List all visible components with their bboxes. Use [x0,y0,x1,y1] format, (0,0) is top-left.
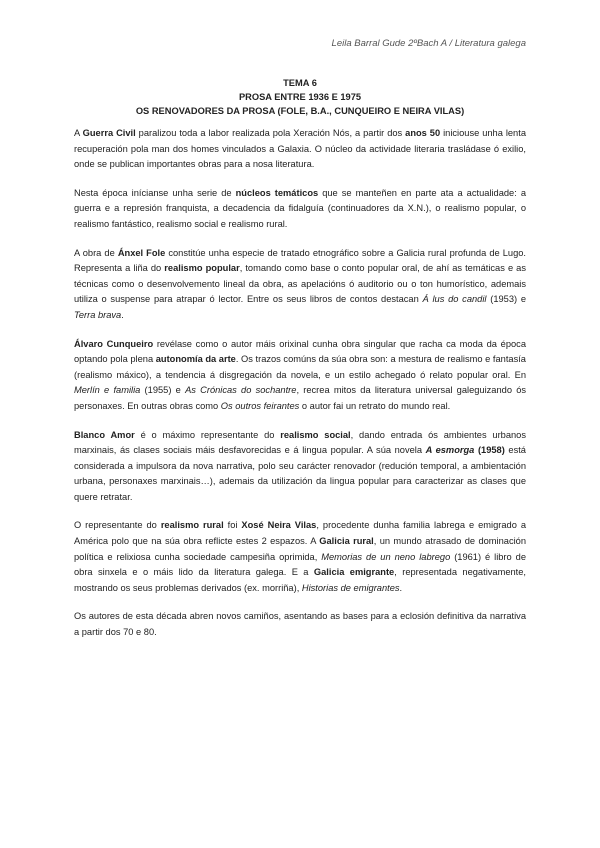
topic-heading: OS RENOVADORES DA PROSA (FOLE, B.A., CUNQUEIRO E NEIRA VILAS) [135,106,465,116]
paragraph-alvaro-cunqueiro: Álvaro Cunqueiro revélase como o autor máis orixinal cunha obra singular que racha ca moda da época optando pola plena autonomía da arte. Os trazos comúns da súa obra son: a mestura de realismo e fantasía (realismo máxico), a tendencia á disgregación da novela, e un estilo achegado ó relato popular oral. En Merlín e familia (1955) e As Crónicas do sochantre, recrea mitos da literatura universal galeguizando ós personaxes. En outras obras como Os outros feirantes o autor fai un retrato do mundo real. [74,338,527,411]
paragraph-neira-vilas: O representante do realismo rural foi Xosé Neira Vilas, procedente dunha familia labrega e emigrado a América polo que na súa obra reflicte estes 2 espazos. A Galicia rural, un mundo atrasado de dominación política e relixiosa cunha sociedade campesiña oprimida, Memorias de un neno labrego (1961) é libro de obra sinxela e o máis lido da literatura galega. E a Galicia emigrante, representada negativamente, mostrando os seus problemas derivados (ex. morriña), Historias de emigrantes. [74,520,526,593]
paragraph-blanco-amor: Blanco Amor é o máximo representante do realismo social, dando entrada ós ambientes urbanos marxinais, ás clases sociais máis desfavorecidas e á lingua popular. A súa novela A esmorga (1958) está considerada a impulsora da nova narrativa, polo seu carácter renovador (redución temporal, a ambientación urbana, personaxes marxinais…), ademais da utilización da lingua popular para caracterizar as clases que quere retratar. [74,429,527,502]
paragraph-nucleos-tematicos: Nesta época inícianse unha serie de núcleos temáticos que se manteñen en parte ata a actualidade: a guerra e a represión franquista, a decadencia da fidalguía (continuadores da X.N.), o realismo popular, o realismo fantástico, realismo social e realismo rural. [74,187,526,229]
topic-subtitle: PROSA ENTRE 1936 E 1975 [238,92,362,102]
title-block [74,76,526,118]
paragraph-conclusion: Os autores de esta década abren novos camiños, asentando as bases para a eclosión definitiva da narrativa a partir dos 70 e 80. [74,611,526,638]
document-body [74,126,526,654]
paragraph-anxel-fole: A obra de Ánxel Fole constitúe unha especie de tratado etnográfico sobre a Galicia rural profunda de Lugo. Representa a liña do realismo popular, tomando como base o conto popular oral, de ahí as temáticas e as técnicas como o desenvolvemento lineal da obra, as apelacións ó auditorio ou o ton humorístico, ademais utiliza o suspense para atrapar ó lector. Entre os seus libros de contos destacan Á lus do candil (1953) e Terra brava. [74,247,527,320]
paragraph-guerra-civil: A Guerra Civil paralizou toda a labor realizada pola Xeración Nós, a partir dos anos 50 iniciouse unha lenta recuperación pola man dos homes vinculados a Galaxia. O núcleo da actividade literaria trasládase ó exilio, onde se publican importantes obras para a nosa literatura. [74,128,526,170]
page-header: Leila Barral Gude 2ºBach A / Literatura galega [331,38,526,49]
topic-number: TEMA 6 [283,78,317,88]
